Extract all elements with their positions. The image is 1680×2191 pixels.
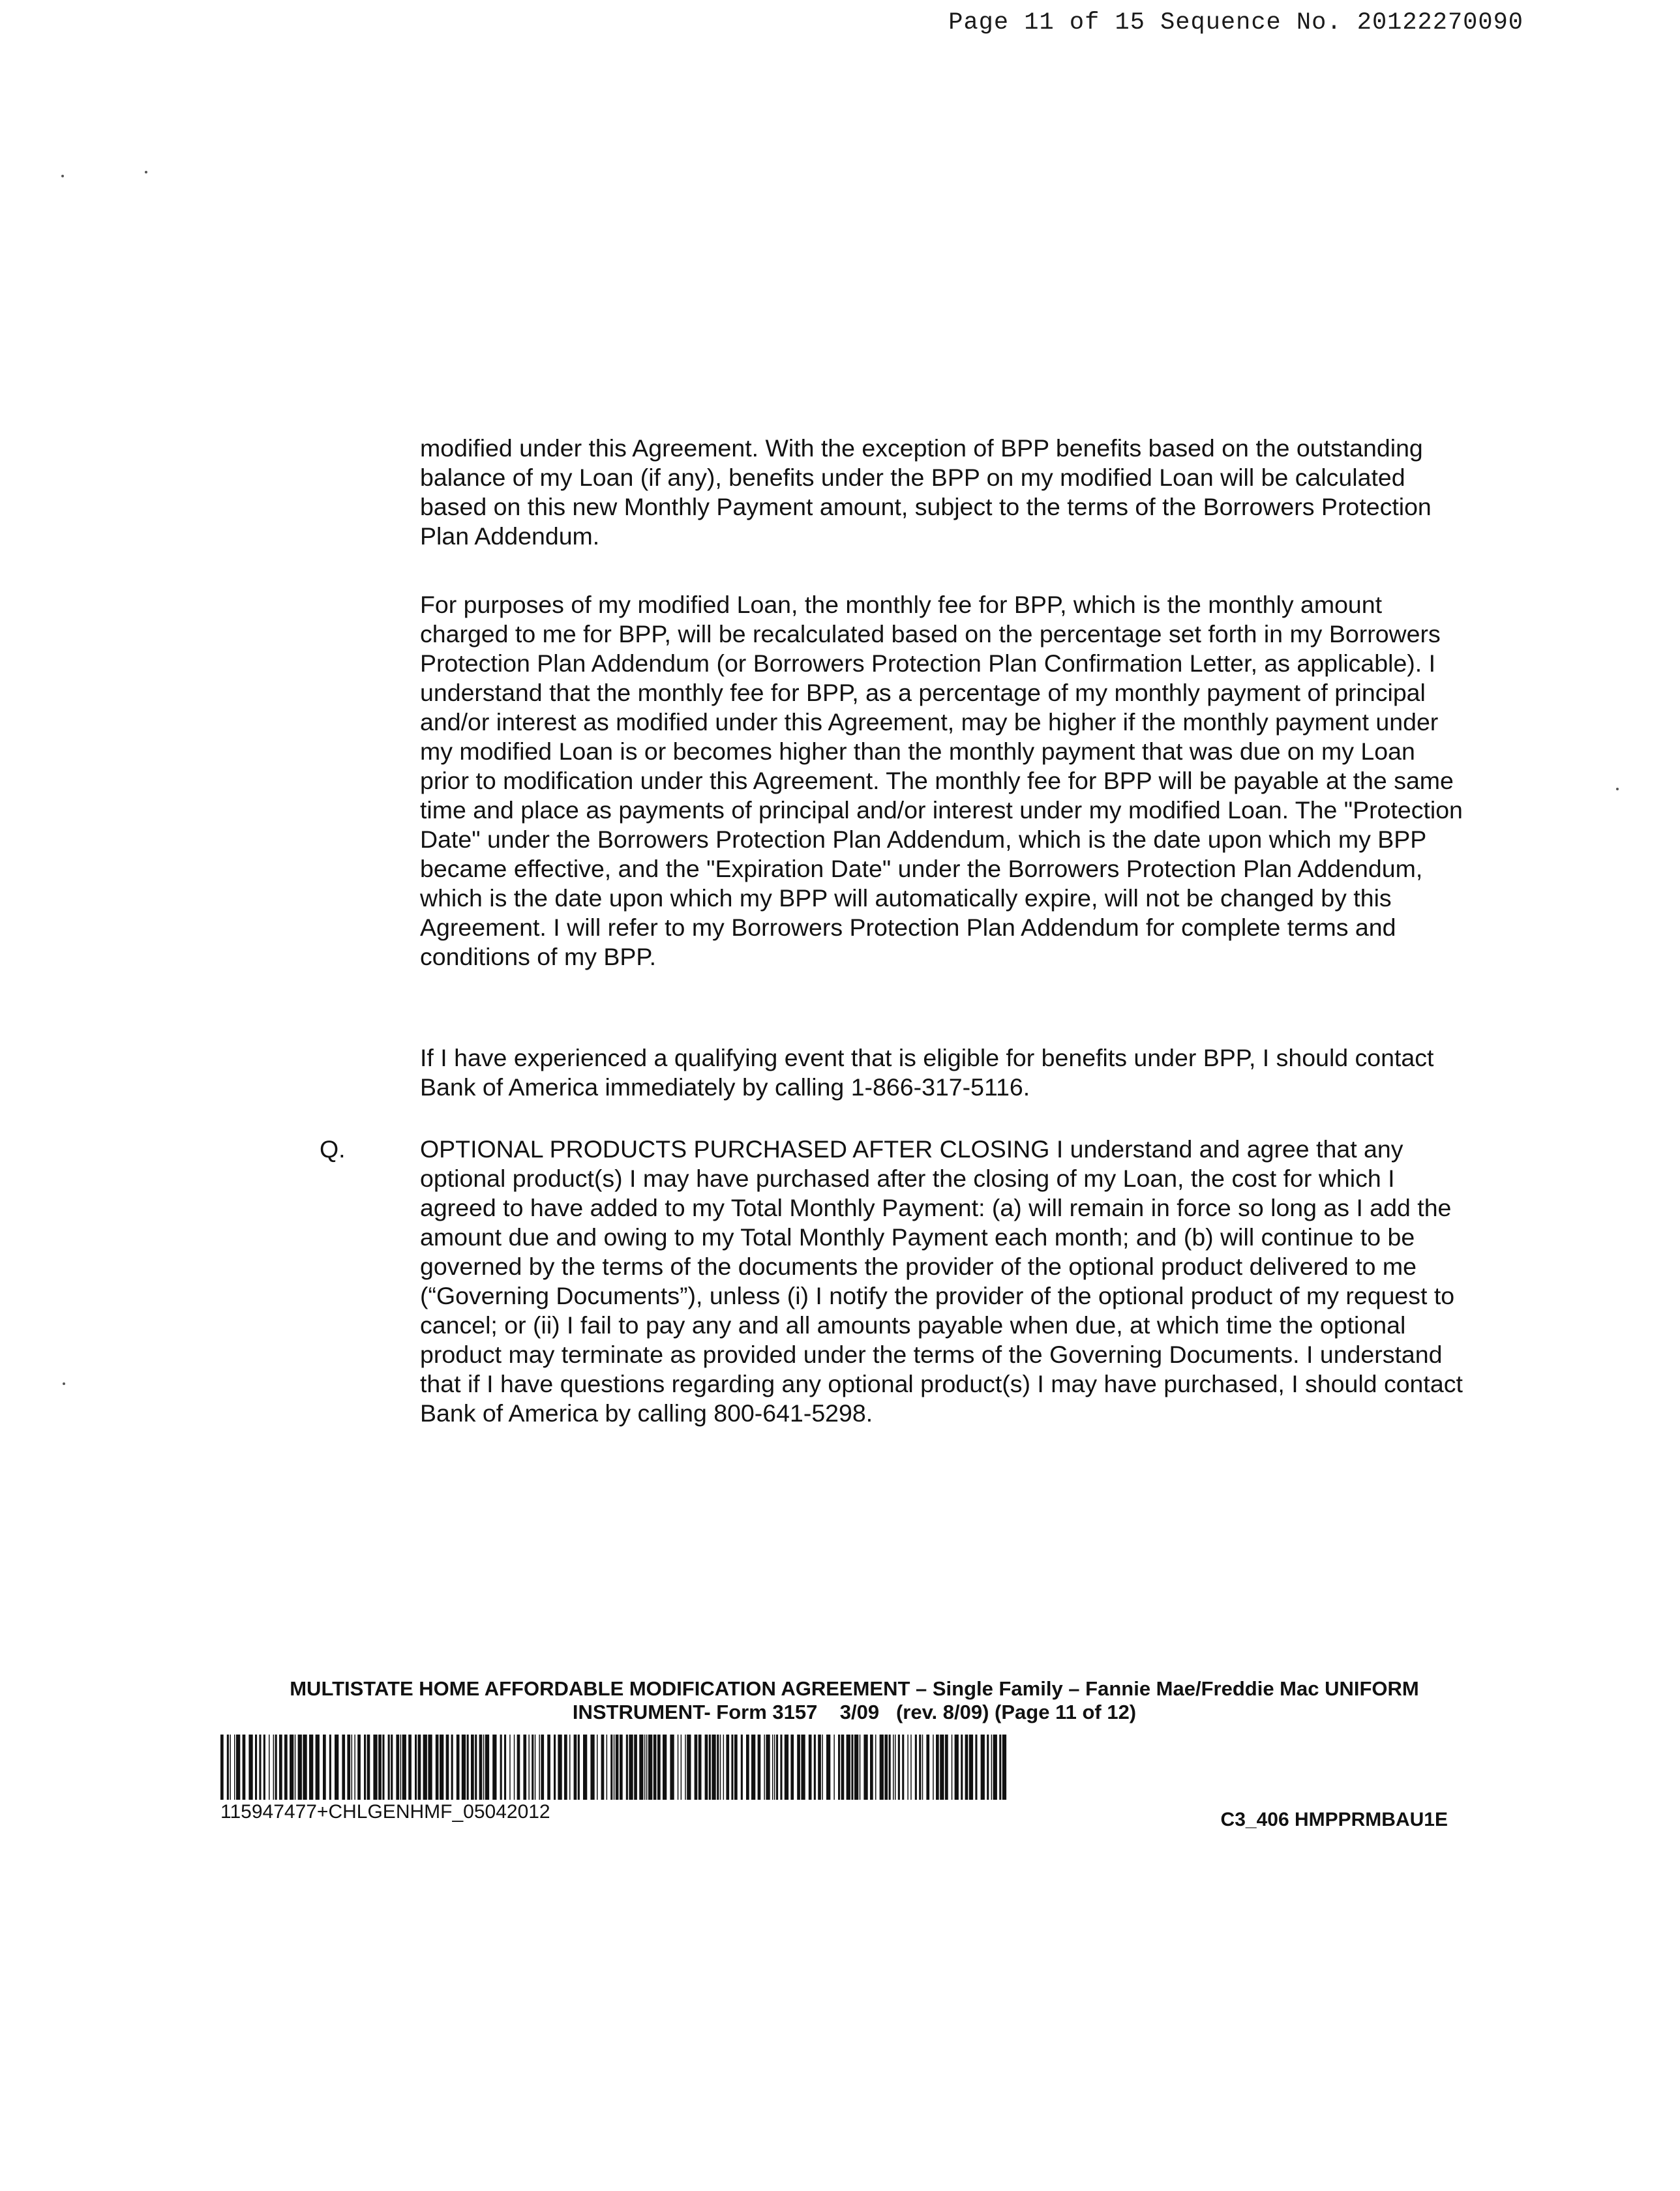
scan-speck [63,1382,65,1385]
barcode-bar [275,1735,277,1800]
barcode-bar [758,1735,761,1800]
barcode-bar [991,1735,993,1800]
barcode-bar [751,1735,755,1800]
barcode-bar [785,1735,788,1800]
barcode-bar [1002,1735,1006,1800]
barcode-bar [895,1735,896,1800]
barcode-bar [483,1735,485,1800]
barcode-bar [402,1735,406,1800]
barcode-bar [535,1735,536,1800]
barcode-bar [875,1735,877,1800]
barcode-bar [841,1735,845,1800]
barcode-bar [303,1735,307,1800]
barcode-bar [698,1735,702,1800]
barcode-bar [367,1735,370,1800]
barcode-bar [541,1735,544,1800]
barcode-bar [826,1735,830,1800]
scan-speck [61,175,64,177]
barcode-bar [809,1735,812,1800]
barcode-bar [774,1735,775,1800]
barcode-bar [965,1735,968,1800]
barcode-bar [236,1735,240,1800]
barcode [220,1735,1010,1800]
barcode-bar [610,1735,612,1800]
barcode-bar [741,1735,743,1800]
barcode-bar [614,1735,615,1800]
barcode-bar [357,1735,361,1800]
barcode-bar [230,1735,231,1800]
barcode-bar [847,1735,850,1800]
barcode-bar [316,1735,320,1800]
barcode-bar [726,1735,729,1800]
barcode-bar [467,1735,469,1800]
barcode-bar [620,1735,623,1800]
barcode-bar [907,1735,908,1800]
paragraph-bpp-benefits: modified under this Agreement. With the exception of BPP benefits based on the outstanding balance of my Loan (if any), benefits under the BPP on my modified Loan will be calculated based on this new Monthly Payment amount, subject to the terms of the Borrowers Protection Plan Addendum. [420,434,1432,550]
barcode-bar [678,1735,679,1800]
barcode-bar [644,1735,646,1800]
barcode-bar [720,1735,721,1800]
barcode-bar [532,1735,533,1800]
barcode-bar [766,1735,770,1800]
barcode-bar [646,1735,648,1800]
barcode-bar [776,1735,778,1800]
barcode-bar [854,1735,858,1800]
barcode-bar [243,1735,246,1800]
barcode-bar [764,1735,765,1800]
barcode-bar [657,1735,661,1800]
form-footer-title-line1: MULTISTATE HOME AFFORDABLE MODIFICATION AGREEMENT – Single Family – Fannie Mae/Freddie Mac UNIFORM [290,1677,1419,1700]
barcode-bar [583,1735,587,1800]
barcode-bar [926,1735,929,1800]
barcode-bar [893,1735,894,1800]
barcode-bar [936,1735,939,1800]
barcode-bar [616,1735,619,1800]
barcode-bar [323,1735,326,1800]
barcode-bar [418,1735,421,1800]
barcode-bar [663,1735,667,1800]
section-q-text: OPTIONAL PRODUCTS PURCHASED AFTER CLOSING I understand and agree that any optional product(s) I may have purchased after the closing of my Loan, the cost for which I agreed to have added to my Total Monthly Payment: (a) will remain in force so long as I add the amount due and owing to my Total Monthly Payment each month; and (b) will continue to be governed by the terms of the documents the provider of the optional product delivered to me (“Governing Documents”), unless (i) I notify the provider of the optional product of my request to cancel; or (ii) I fail to pay any and all amounts payable when due, at which time the optional product may terminate as provided under the terms of the Governing Documents. I understand that if I have questions regarding any optional product(s) I may have purchased, I should contact Bank of America by calling 800-641-5298. [420,1135,1463,1427]
barcode-bar [734,1735,738,1800]
barcode-bar [687,1735,691,1800]
barcode-bar [574,1735,577,1800]
barcode-bar [329,1735,331,1800]
barcode-bar [485,1735,489,1800]
barcode-bar [833,1735,835,1800]
barcode-bar [981,1735,985,1800]
barcode-bar [539,1735,540,1800]
barcode-bar [838,1735,840,1800]
barcode-bar [547,1735,550,1800]
barcode-label: 115947477+CHLGENHMF_05042012 [220,1801,550,1823]
barcode-bar [400,1735,402,1800]
barcode-bar [801,1735,805,1800]
barcode-bar [695,1735,698,1800]
barcode-bar [670,1735,674,1800]
barcode-bar [388,1735,390,1800]
barcode-bar [975,1735,977,1800]
barcode-bar [910,1735,912,1800]
barcode-bar [705,1735,708,1800]
barcode-bar [446,1735,449,1800]
barcode-bar [423,1735,427,1800]
barcode-bar [354,1735,355,1800]
barcode-bar [504,1735,506,1800]
barcode-bar [919,1735,921,1800]
barcode-bar [378,1735,382,1800]
barcode-bar [634,1735,637,1800]
barcode-bar [961,1735,963,1800]
barcode-bar [880,1735,884,1800]
barcode-bar [772,1735,773,1800]
barcode-bar [273,1735,275,1800]
barcode-bar [517,1735,520,1800]
barcode-bar [462,1735,466,1800]
barcode-bar [269,1735,270,1800]
barcode-bar [626,1735,628,1800]
barcode-bar [884,1735,888,1800]
barcode-bar [290,1735,293,1800]
barcode-bar [712,1735,715,1800]
form-code: C3_406 HMPPRMBAU1E [1220,1809,1448,1830]
barcode-bar [629,1735,633,1800]
barcode-bar [653,1735,657,1800]
barcode-bar [969,1735,973,1800]
barcode-bar [263,1735,265,1800]
barcode-bar [780,1735,782,1800]
barcode-bar [509,1735,511,1800]
barcode-bar [451,1735,453,1800]
barcode-bar [945,1735,948,1800]
barcode-bar [578,1735,580,1800]
paragraph-bpp-monthly-fee: For purposes of my modified Loan, the monthly fee for BPP, which is the monthly amount charged to me for BPP, will be recalculated based on the percentage set forth in my Borrowers Protection Plan Addendum (or Borrowers Protection Plan Confirmation Letter, as applicable). I understand that the monthly fee for BPP, as a percentage of my monthly payment of principal and/or interest as modified under this Agreement, may be higher if the monthly payment under my modified Loan is or becomes higher than the monthly payment that was due on my Loan prior to modification under this Agreement. The monthly fee for BPP will be payable at the same time and place as payments of principal and/or interest under my modified Loan. The "Protection Date" under the Borrowers Protection Plan Addendum, which is the date upon which my BPP became effective, and the "Expiration Date" under the Borrowers Protection Plan Addendum, which is the date upon which my BPP will automatically expire, will not be changed by this Agreement. I will refer to my Borrowers Protection Plan Addendum for complete terms and conditions of my BPP. [420,591,1463,970]
barcode-bar [298,1735,302,1800]
barcode-bar [993,1735,997,1800]
section-q-letter: Q. [320,1135,346,1163]
barcode-bar [436,1735,439,1800]
barcode-bar [415,1735,417,1800]
barcode-bar [870,1735,873,1800]
scan-speck [1616,788,1619,790]
barcode-bar [396,1735,399,1800]
barcode-bar [681,1735,682,1800]
form-footer-title-line2: INSTRUMENT- Form 3157 3/09 (rev. 8/09) (Page 11 of 12) [572,1701,1137,1723]
barcode-bar [284,1735,288,1800]
barcode-bar [723,1735,725,1800]
barcode-bar [860,1735,861,1800]
barcode-bar [952,1735,953,1800]
barcode-bar [601,1735,605,1800]
barcode-bar [248,1735,252,1800]
barcode-bar [554,1735,556,1800]
barcode-bar [227,1735,229,1800]
barcode-bar [234,1735,235,1800]
barcode-bar [731,1735,733,1800]
barcode-bar [717,1735,719,1800]
barcode-bar [607,1735,608,1800]
barcode-bar [569,1735,571,1800]
barcode-bar [528,1735,530,1800]
barcode-bar [685,1735,686,1800]
barcode-bar [746,1735,749,1800]
barcode-bar [597,1735,598,1800]
barcode-bar [514,1735,515,1800]
page-sequence-stamp: Page 11 of 15 Sequence No. 20122270090 [948,9,1523,37]
barcode-bar [709,1735,711,1800]
barcode-bar [648,1735,652,1800]
barcode-bar [558,1735,562,1800]
barcode-bar [915,1735,917,1800]
barcode-bar [889,1735,891,1800]
barcode-bar [863,1735,867,1800]
barcode-bar [898,1735,900,1800]
barcode-bar [295,1735,296,1800]
barcode-bar [902,1735,904,1800]
barcode-bar [851,1735,853,1800]
barcode-bar [933,1735,934,1800]
barcode-bar [309,1735,313,1800]
barcode-bar [523,1735,526,1800]
barcode-bar [922,1735,923,1800]
barcode-bar [259,1735,261,1800]
barcode-bar [255,1735,257,1800]
barcode-bar [347,1735,350,1800]
barcode-bar [790,1735,794,1800]
barcode-bar [408,1735,412,1800]
scan-speck [145,171,147,173]
barcode-bar [940,1735,944,1800]
barcode-bar [999,1735,1001,1800]
paragraph-bpp-contact: If I have experienced a qualifying event that is eligible for benefits under BPP, I should contact Bank of America immediately by calling 1-866-317-5116. [420,1044,1434,1101]
barcode-bar [440,1735,443,1800]
barcode-bar [391,1735,393,1800]
barcode-bar [471,1735,474,1800]
barcode-bar [279,1735,282,1800]
barcode-bar [342,1735,345,1800]
barcode-bar [590,1735,594,1800]
barcode-bar [457,1735,460,1800]
barcode-bar [382,1735,384,1800]
form-footer-title [235,1677,1474,1724]
barcode-bar [987,1735,989,1800]
barcode-bar [814,1735,816,1800]
barcode-bar [639,1735,643,1800]
barcode-bar [364,1735,366,1800]
barcode-bar [352,1735,353,1800]
barcode-bar [492,1735,496,1800]
barcode-bar [373,1735,377,1800]
barcode-bar [335,1735,338,1800]
barcode-bar [220,1735,224,1800]
barcode-bar [797,1735,800,1800]
barcode-bar [428,1735,432,1800]
barcode-bar [479,1735,483,1800]
barcode-bar [564,1735,567,1800]
barcode-bar [822,1735,823,1800]
barcode-bar [475,1735,477,1800]
barcode-bar [818,1735,821,1800]
barcode-bar [955,1735,959,1800]
barcode-bar [500,1735,502,1800]
